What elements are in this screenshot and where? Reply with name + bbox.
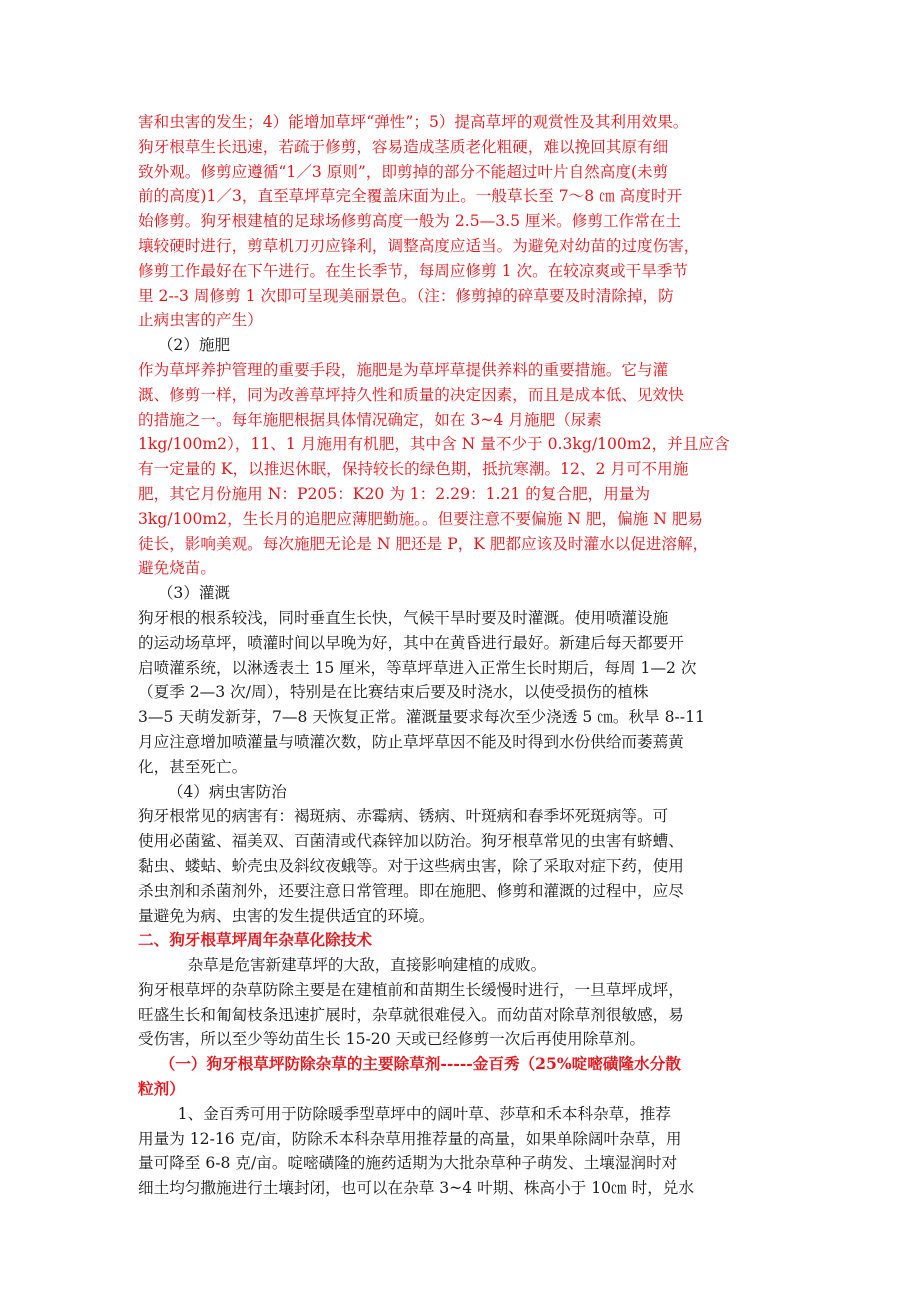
paragraph-weed-control — [138, 978, 788, 1052]
document-page — [138, 110, 788, 1201]
text-line: 肥，其它月份施用 N：P205：K20 为 1：2.29：1.21 的复合肥，用量为 — [138, 484, 651, 503]
paragraph-herbicide — [138, 1102, 788, 1201]
text-line: 量可降至 6-8 克/亩。啶嘧磺隆的施药适期为大批杂草种子萌发、土壤湿润时对 — [138, 1154, 678, 1173]
heading-pest-control: （4）病虫害防治 — [138, 782, 287, 801]
text-line: 始修剪。狗牙根建植的足球场修剪高度一般为 2.5—3.5 厘米。修剪工作常在土 — [138, 212, 681, 231]
text-line: 受伤害，所以至少等幼苗生长 15-20 天或已经修剪一次后再使用除草剂。 — [138, 1030, 646, 1049]
text-line: 狗牙根的根系较浅，同时垂直生长快，气候干旱时要及时灌溉。使用喷灌设施 — [138, 608, 669, 627]
text-line: 溉、修剪一样，同为改善草坪持久性和质量的决定因素，而且是成本低、见效快 — [138, 385, 684, 404]
text-line: 里 2--3 周修剪 1 次即可呈现美丽景色。（注：修剪掉的碎草要及时清除掉，防 — [138, 286, 674, 305]
text-line: 的运动场草坪，喷灌时间以早晚为好，其中在黄昏进行最好。新建后每天都要开 — [138, 633, 684, 652]
text-line: 杀虫剂和杀菌剂外，还要注意日常管理。即在施肥、修剪和灌溉的过程中，应尽 — [138, 881, 684, 900]
text-line: 粒剂） — [138, 1079, 185, 1099]
text-line: 致外观。修剪应遵循“1／3 原则”，即剪掉的部分不能超过叶片自然高度(未剪 — [138, 162, 669, 181]
text-line: 修剪工作最好在下午进行。在生长季节，每周应修剪 1 次。在较凉爽或干旱季节 — [138, 261, 689, 280]
paragraph-irrigation — [138, 606, 788, 780]
heading-fertilize: （2）施肥 — [138, 336, 231, 355]
weed-intro: 杂草是危害新建草坪的大敌，直接影响建植的成败。 — [138, 956, 547, 975]
text-line: 3—5 天萌发新芽，7—8 天恢复正常。灌溉量要求每次至少浇透 5 ㎝。秋旱 8--11 — [138, 708, 705, 727]
text-line: 启喷灌系统，以淋透表土 15 厘米，等草坪草进入正常生长时期后，每周 1—2 次 — [138, 658, 697, 677]
text-line: 止病虫害的产生） — [138, 311, 263, 330]
text-line: 3kg/100m2，生长月的追肥应薄肥勤施。。但要注意不要偏施 N 肥，偏施 N 肥易 — [138, 509, 704, 528]
text-line: 狗牙根草坪的杂草防除主要是在建植前和苗期生长缓慢时进行，一旦草坪成坪， — [138, 980, 684, 999]
heading-subsection-one — [138, 1052, 788, 1102]
text-line: 壤较硬时进行，剪草机刀刃应锋利，调整高度应适当。为避免对幼苗的过度伤害， — [138, 236, 700, 255]
text-line: 狗牙根草生长迅速，若疏于修剪，容易造成茎质老化粗硬，难以挽回其原有细 — [138, 137, 669, 156]
paragraph-pest-control — [138, 804, 788, 928]
text-line: 使用必菌鲨、福美双、百菌清或代森锌加以防治。狗牙根草常见的虫害有蛴螬、 — [138, 832, 684, 851]
text-line: 1、金百秀可用于防除暖季型草坪中的阔叶草、莎草和禾本科杂草，推荐 — [138, 1104, 671, 1123]
heading-section-two: 二、狗牙根草坪周年杂草化除技术 — [138, 930, 372, 950]
text-line: 黏虫、蝼蛄、蚧壳虫及斜纹夜蛾等。对于这些病虫害，除了采取对症下药，使用 — [138, 856, 684, 875]
text-line: 害和虫害的发生；4）能增加草坪“弹性”；5）提高草坪的观赏性及其利用效果。 — [138, 113, 689, 131]
paragraph-fertilize — [138, 358, 788, 581]
text-line: 狗牙根常见的病害有：褐斑病、赤霉病、锈病、叶斑病和春季坏死斑病等。可 — [138, 807, 669, 826]
text-line: 用量为 12-16 克/亩，防除禾本科杂草用推荐量的高量，如果单除阔叶杂草，用 — [138, 1129, 682, 1148]
text-line: 避免烧苗。 — [138, 559, 216, 578]
heading-irrigation: （3）灌溉 — [138, 584, 231, 603]
text-line: 细土均匀撒施进行土壤封闭，也可以在杂草 3~4 叶期、株高小于 10㎝ 时，兑水 — [138, 1179, 694, 1198]
text-line: 的措施之一。每年施肥根据具体情况确定，如在 3~4 月施肥（尿素 — [138, 410, 602, 429]
text-line: 月应注意增加喷灌量与喷灌次数，防止草坪草因不能及时得到水份供给而萎蔫黄 — [138, 732, 684, 751]
text-line: 作为草坪养护管理的重要手段，施肥是为草坪草提供养料的重要措施。它与灌 — [138, 360, 669, 379]
text-line: （夏季 2—3 次/周），特别是在比赛结束后要及时浇水，以使受损伤的植株 — [138, 683, 649, 702]
paragraph-mowing — [138, 110, 788, 333]
text-line: （一）狗牙根草坪防除杂草的主要除草剂-----金百秀（25%啶嘧磺隆水分散 — [138, 1054, 681, 1074]
text-line: 旺盛生长和匍匐枝条迅速扩展时，杂草就很难侵入。而幼苗对除草剂很敏感，易 — [138, 1005, 684, 1024]
text-line: 量避免为病、虫害的发生提供适宜的环境。 — [138, 906, 435, 925]
text-line: 徒长，影响美观。每次施肥无论是 N 肥还是 P，K 肥都应该及时灌水以促进溶解， — [138, 534, 709, 553]
text-line: 前的高度)1／3，直至草坪草完全覆盖床面为止。一般草长至 7～8 ㎝ 高度时开 — [138, 187, 683, 206]
text-line: 有一定量的 K，以推迟休眠，保持较长的绿色期，抵抗寒潮。12、2 月可不用施 — [138, 460, 689, 479]
text-line: 1kg/100m2），11、1 月施用有机肥，其中含 N 量不少于 0.3kg/100m2，并且应含 — [138, 435, 730, 454]
text-line: 化，甚至死亡。 — [138, 757, 248, 776]
